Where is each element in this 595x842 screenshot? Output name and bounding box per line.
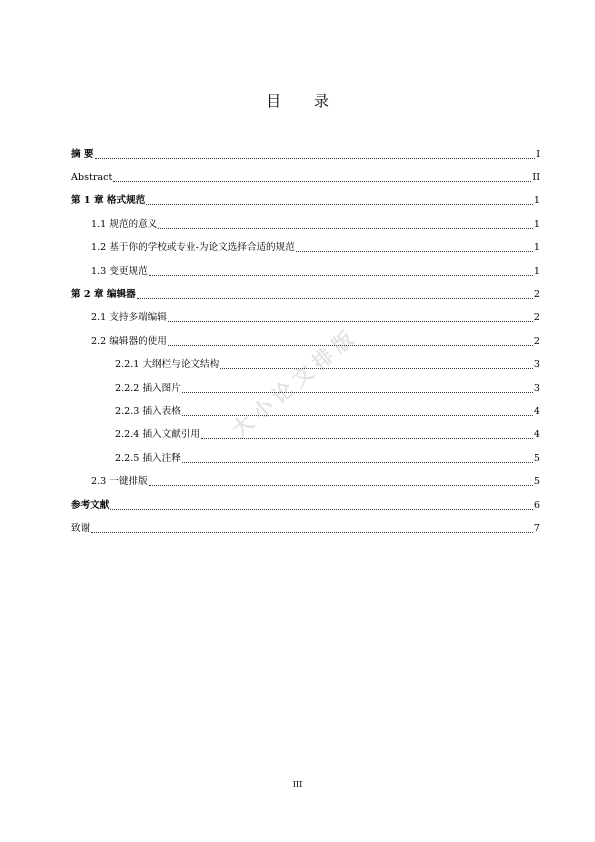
toc-entry[interactable] <box>71 400 540 423</box>
toc-entry[interactable] <box>71 307 540 330</box>
toc-entry[interactable] <box>71 237 540 260</box>
toc-entry-page: 1 <box>533 195 540 207</box>
page-number: III <box>292 780 303 789</box>
toc-leader-dots <box>220 359 533 369</box>
toc-entry-label: 摘 要 <box>71 148 94 160</box>
toc-entry-page: 7 <box>533 522 540 534</box>
toc-leader-dots <box>182 453 533 463</box>
toc-entry-label: 1.1 规范的意义 <box>91 218 158 230</box>
toc-entry-page: 5 <box>533 452 540 464</box>
toc-entry-page: I <box>536 148 540 160</box>
toc-entry[interactable] <box>71 166 540 189</box>
toc-leader-dots <box>113 172 531 182</box>
toc-entry-label: 2.2.4 插入文献引用 <box>115 429 201 441</box>
toc-entry[interactable] <box>71 190 540 213</box>
toc-entry[interactable] <box>71 470 540 493</box>
toc-entry-label: 第 1 章 格式规范 <box>71 195 146 207</box>
toc-entry-label: 2.2.3 插入表格 <box>115 405 181 417</box>
toc-entry-page: 3 <box>533 382 540 394</box>
toc-leader-dots <box>95 149 536 159</box>
toc-entry[interactable] <box>71 283 540 306</box>
toc-entry-label: 1.2 基于你的学校或专业-为论文选择合适的规范 <box>91 242 295 254</box>
toc-entry-page: 2 <box>533 289 540 301</box>
toc-entry[interactable] <box>71 424 540 447</box>
toc-entry-label: 参考文献 <box>71 499 110 511</box>
toc-leader-dots <box>149 476 533 486</box>
table-of-contents <box>71 143 540 541</box>
toc-entry[interactable] <box>71 517 540 540</box>
toc-leader-dots <box>296 242 533 252</box>
toc-entry-page: 3 <box>533 359 540 371</box>
toc-leader-dots <box>137 289 533 299</box>
toc-leader-dots <box>168 312 533 322</box>
toc-entry-page: 1 <box>533 242 540 254</box>
toc-entry-page: 6 <box>533 499 540 511</box>
toc-entry-page: 2 <box>533 312 540 324</box>
page-title: 目 录 <box>266 92 343 110</box>
toc-leader-dots <box>91 523 533 533</box>
toc-entry-label: 1.3 变更规范 <box>91 265 148 277</box>
toc-entry[interactable] <box>71 213 540 236</box>
toc-leader-dots <box>149 266 533 276</box>
toc-leader-dots <box>158 219 533 229</box>
toc-leader-dots <box>182 383 533 393</box>
toc-entry-page: 4 <box>533 405 540 417</box>
toc-entry-page: II <box>532 172 540 184</box>
toc-entry[interactable] <box>71 447 540 470</box>
toc-entry-label: 2.2.2 插入图片 <box>115 382 181 394</box>
toc-entry-label: 第 2 章 编辑器 <box>71 289 136 301</box>
toc-entry-page: 4 <box>533 429 540 441</box>
toc-entry-label: 2.1 支持多端编辑 <box>91 312 167 324</box>
toc-entry[interactable] <box>71 260 540 283</box>
toc-entry-page: 5 <box>533 476 540 488</box>
toc-entry-label: 2.2 编辑器的使用 <box>91 335 167 347</box>
toc-entry-label: 2.2.5 插入注释 <box>115 452 181 464</box>
toc-entry-label: 2.3 一键排版 <box>91 476 148 488</box>
toc-leader-dots <box>146 195 533 205</box>
toc-entry[interactable] <box>71 143 540 166</box>
toc-entry-page: 1 <box>533 218 540 230</box>
toc-entry[interactable] <box>71 494 540 517</box>
toc-entry-page: 1 <box>533 265 540 277</box>
toc-entry[interactable] <box>71 330 540 353</box>
toc-entry-page: 2 <box>533 335 540 347</box>
toc-entry-label: Abstract <box>71 172 113 184</box>
toc-leader-dots <box>110 500 533 510</box>
toc-entry-label: 致谢 <box>71 522 91 534</box>
toc-entry-label: 2.2.1 大纲栏与论文结构 <box>115 359 220 371</box>
watermark: 大小论文排版 <box>227 322 363 442</box>
